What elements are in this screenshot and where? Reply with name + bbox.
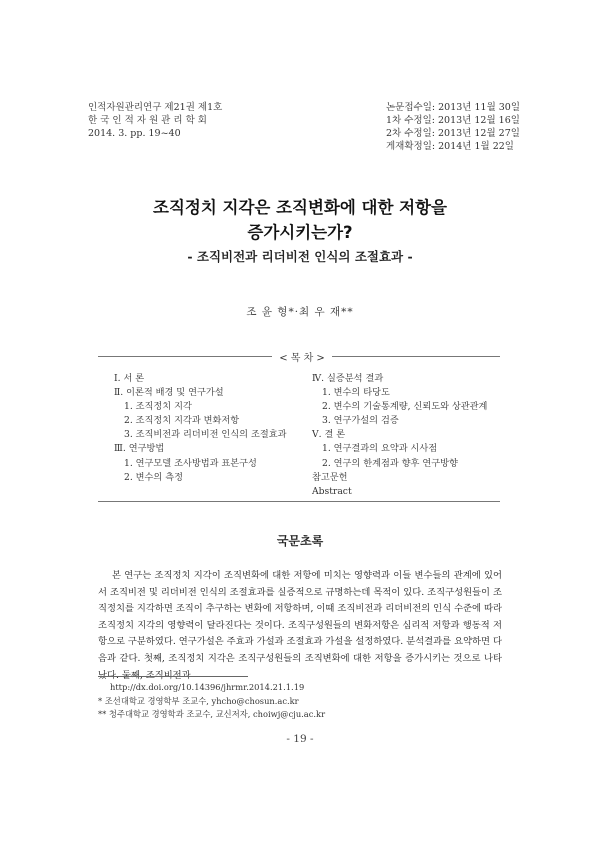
toc-item: 2. 변수의 측정 xyxy=(124,471,183,483)
footnote-divider xyxy=(98,676,248,677)
paper-title-line1: 조직정치 지각은 조직변화에 대한 저항을 xyxy=(153,198,447,217)
toc-item: 1. 연구결과의 요약과 시사점 xyxy=(322,443,438,455)
abstract-body: 본 연구는 조직정치 지각이 조직변화에 대한 저항에 미치는 영향력과 이들 변수들의 관계에 있어서 조직비전 및 리더비전 인식의 조절효과를 실증적으로 규명하는데 목적이 있다. 조직구성원들이 조직정치를 지각하면 조직이 추구하는 변화에 저항하며, 이때 조직비전과 리더비전의 인식 수준에 따라 조직정치 지각의 영향력이 달라진다는 것이다. 조직구성원들의 변화저항은 심리적 저항과 행동적 저항으로 구분하였다. 연구가설은 주효과 가설과 조절효과 가설을 설정하였다. 분석결과를 요약하면 다음과 같다. 첫째, 조직정치 지각은 조직구성원들의 조직변화에 대한 저항을 증가시키는 것으로 나타났다. 둘째, 조직비전과 xyxy=(98,570,502,681)
footnote-author2: ** 청주대학교 경영학과 조교수, 교신저자, choiwj@cju.ac.kr xyxy=(98,709,326,719)
footnote-author1: * 조선대학교 경영학부 조교수, yhcho@chosun.ac.kr xyxy=(98,695,299,706)
accepted-date: 게재확정일: 2014년 1월 22일 xyxy=(386,141,514,152)
doi-link[interactable]: http://dx.doi.org/10.14396/jhrmr.2014.21.1.19 xyxy=(110,682,305,692)
revision1-date: 1차 수정일: 2013년 12월 16일 xyxy=(386,115,520,126)
toc-left-column xyxy=(114,372,286,485)
footnotes xyxy=(98,681,325,722)
society-name: 한 국 인 적 자 원 관 리 학 회 xyxy=(88,115,207,126)
toc-item: 1. 변수의 타당도 xyxy=(322,387,390,399)
submission-dates xyxy=(386,101,520,153)
toc-item: 1. 연구모델 조사방법과 표본구성 xyxy=(124,457,257,469)
toc-item: Abstract xyxy=(312,485,352,497)
issue-pages: 2014. 3. pp. 19~40 xyxy=(88,128,181,139)
paper-subtitle: - 조직비전과 리더비전 인식의 조절효과 - xyxy=(187,249,413,264)
abstract-heading: 국문초록 xyxy=(276,534,324,548)
page-number: - 19 - xyxy=(286,733,314,745)
revision2-date: 2차 수정일: 2013년 12월 27일 xyxy=(386,128,520,139)
toc-item: 2. 연구의 한계점과 향후 연구방향 xyxy=(322,457,458,469)
journal-name: 인적자원관리연구 제21권 제1호 xyxy=(88,102,223,113)
toc-item: 참고문헌 xyxy=(312,471,348,483)
toc-item: 3. 조직비전과 리더비전 인식의 조절효과 xyxy=(124,429,287,441)
toc-item: Ⅲ. 연구방법 xyxy=(114,443,165,455)
toc-heading: < 목 차 > xyxy=(272,349,332,364)
toc-item: Ⅰ. 서 론 xyxy=(114,373,145,384)
toc-item: Ⅴ. 결 론 xyxy=(312,429,346,441)
journal-info xyxy=(88,101,222,140)
toc-item: 1. 조직정치 지각 xyxy=(124,401,192,413)
toc-item: Ⅳ. 실증분석 결과 xyxy=(312,373,384,384)
toc-item: 2. 변수의 기술통계량, 신뢰도와 상관관계 xyxy=(322,401,488,413)
authors: 조 윤 형*·최 우 재** xyxy=(246,306,354,318)
paper-title-line2: 증가시키는가? xyxy=(247,223,353,242)
toc-item: Ⅱ. 이론적 배경 및 연구가설 xyxy=(114,387,224,399)
toc-item: 3. 연구가설의 검증 xyxy=(322,415,399,427)
received-date: 논문접수일: 2013년 11월 30일 xyxy=(386,102,521,113)
toc-right-column xyxy=(312,372,487,499)
toc-item: 2. 조직정치 지각과 변화저항 xyxy=(124,415,240,427)
